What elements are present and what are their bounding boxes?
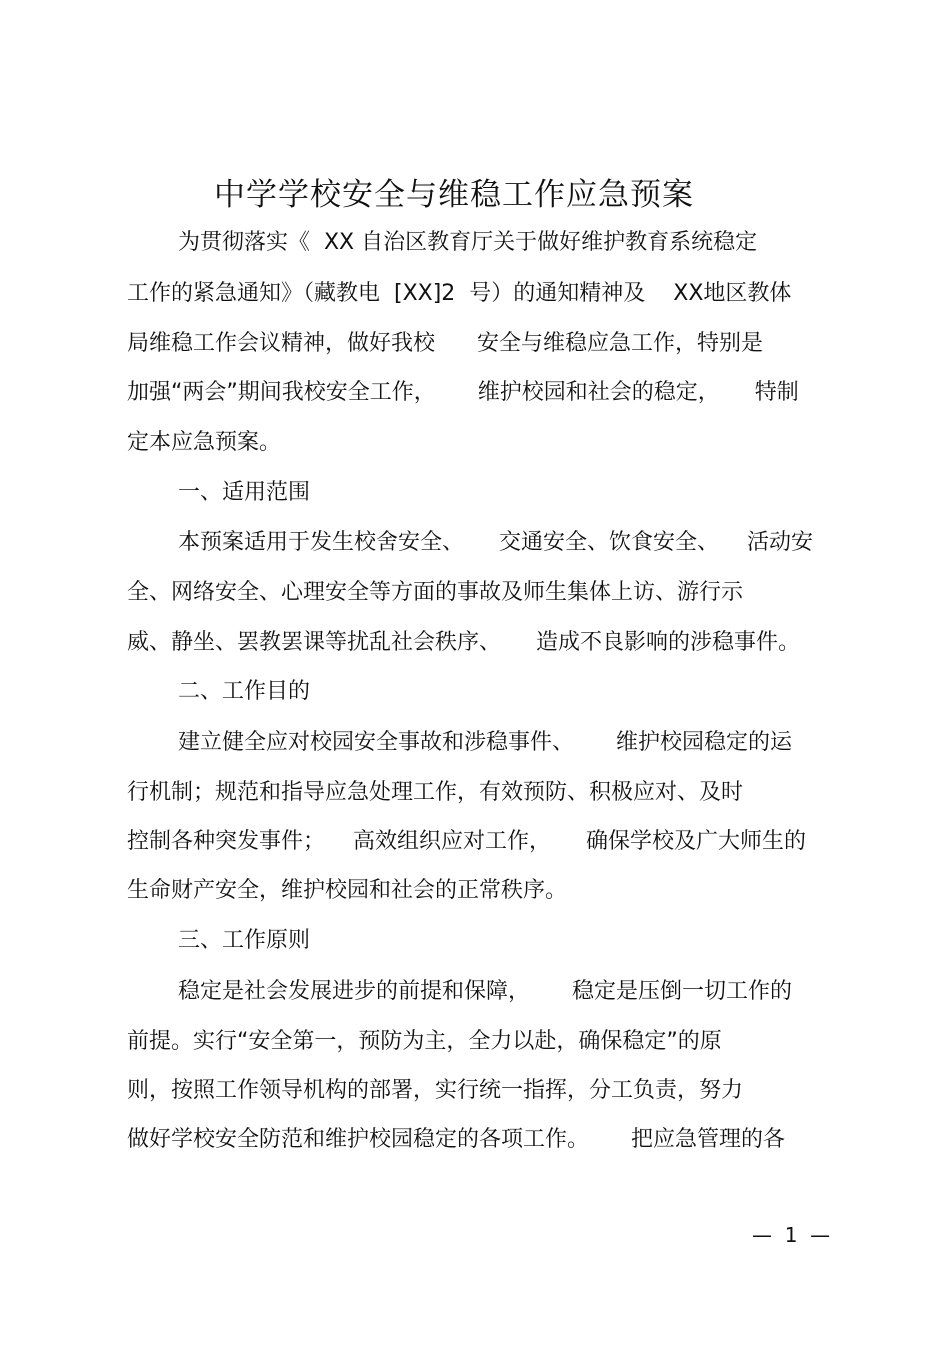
body-line: 本预案适用于发生校舍安全、 交通安全、饮食安全、 活动安 xyxy=(178,530,813,555)
body-line: 局维稳工作会议精神，做好我校 安全与维稳应急工作，特别是 xyxy=(127,331,763,356)
body-line: 加强“两会”期间我校安全工作， 维护校园和社会的稳定， 特制 xyxy=(127,380,799,405)
body-line: 定本应急预案。 xyxy=(127,430,282,455)
document-title: 中学学校安全与维稳工作应急预案 xyxy=(214,177,694,213)
section-heading: 一、适用范围 xyxy=(178,480,311,505)
body-line: 生命财产安全，维护校园和社会的正常秩序。 xyxy=(127,878,568,903)
body-line: 稳定是社会发展进步的前提和保障， 稳定是压倒一切工作的 xyxy=(178,979,792,1004)
body-line: 全、网络安全、心理安全等方面的事故及师生集体上访、游行示 xyxy=(127,580,744,605)
body-line: 则，按照工作领导机构的部署，实行统一指挥，分工负责，努力 xyxy=(127,1078,744,1103)
body-line: 建立健全应对校园安全事故和涉稳事件、 维护校园稳定的运 xyxy=(178,730,792,755)
page-number: — 1 — xyxy=(752,1223,831,1247)
section-heading: 三、工作原则 xyxy=(178,928,311,953)
body-line: 威、静坐、罢教罢课等扰乱社会秩序、 造成不良影响的涉稳事件。 xyxy=(127,630,800,655)
body-line: 控制各种突发事件； 高效组织应对工作， 确保学校及广大师生的 xyxy=(127,829,806,854)
section-heading: 二、工作目的 xyxy=(178,679,311,704)
body-line: 做好学校安全防范和维护校园稳定的各项工作。 把应急管理的各 xyxy=(127,1127,785,1152)
body-line: 前提。实行“安全第一，预防为主，全力以赴，确保稳定”的原 xyxy=(127,1029,722,1054)
body-line: 行机制；规范和指导应急处理工作，有效预防、积极应对、及时 xyxy=(127,780,744,805)
body-line: 为贯彻落实《 XX 自治区教育厅关于做好维护教育系统稳定 xyxy=(178,230,758,255)
body-line: 工作的紧急通知》（藏教电 [XX]2 号）的通知精神及 XX地区教体 xyxy=(127,281,792,306)
